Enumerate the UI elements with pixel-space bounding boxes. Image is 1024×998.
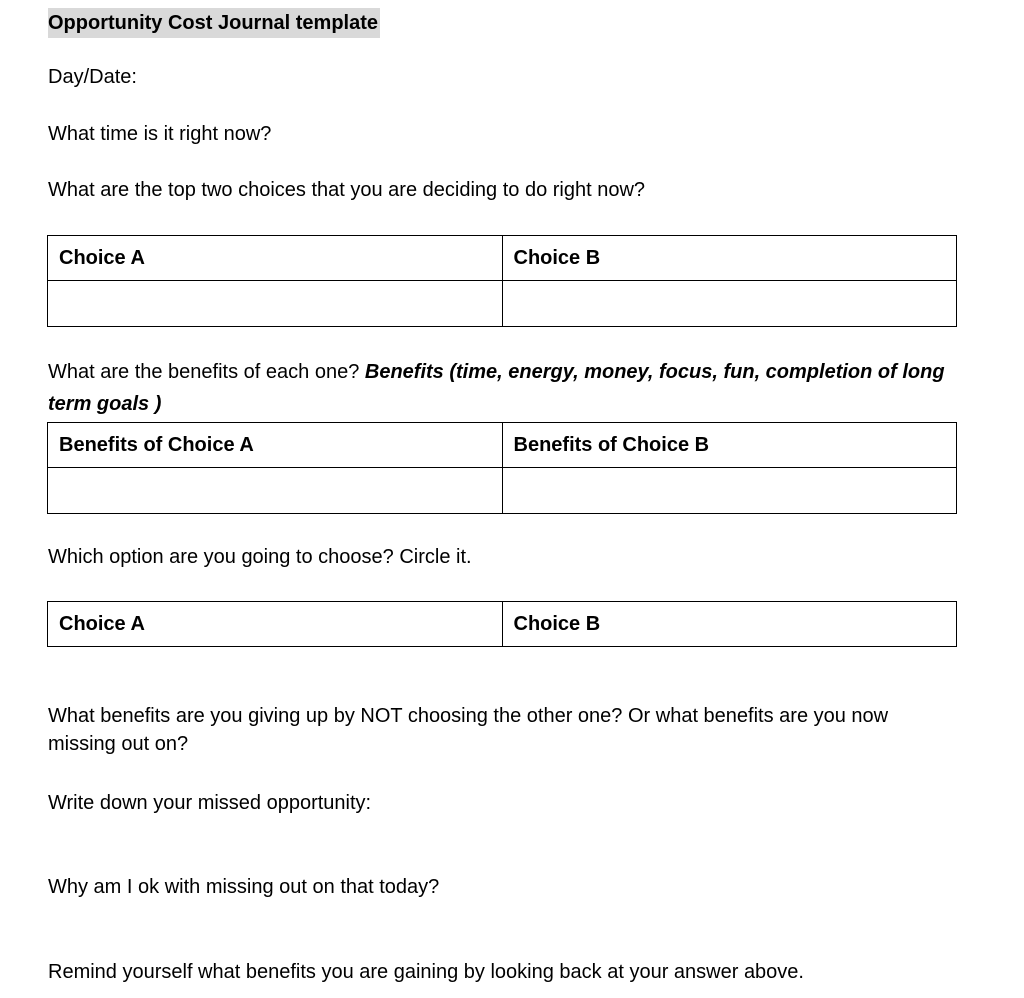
circle-choice-b[interactable]: Choice B <box>502 602 957 647</box>
table-row <box>48 468 957 514</box>
choice-a-header: Choice A <box>48 236 503 281</box>
benefits-question-paragraph <box>48 356 958 420</box>
benefits-hint: Benefits (time, energy, money, focus, fun, completion of long term goals ) <box>48 361 945 415</box>
choice-b-header: Choice B <box>502 236 957 281</box>
remind-text: Remind yourself what benefits you are gaining by looking back at your answer above. <box>48 961 804 983</box>
table-header-row <box>48 423 957 468</box>
circle-choice-a[interactable]: Choice A <box>48 602 503 647</box>
which-option-question: Which option are you going to choose? Circle it. <box>48 546 472 568</box>
benefits-a-cell[interactable] <box>48 468 503 514</box>
choice-a-cell[interactable] <box>48 281 503 327</box>
benefits-question: What are the benefits of each one? <box>48 361 365 383</box>
choices-table <box>47 235 957 327</box>
benefits-a-header: Benefits of Choice A <box>48 423 503 468</box>
giving-up-question: What benefits are you giving up by NOT choosing the other one? Or what benefits are you now missing out on? <box>48 705 889 755</box>
table-header-row <box>48 236 957 281</box>
missed-opportunity-prompt: Write down your missed opportunity: <box>48 792 372 814</box>
table-row <box>48 602 957 647</box>
benefits-b-cell[interactable] <box>502 468 957 514</box>
day-date-label: Day/Date: <box>48 66 137 88</box>
choice-b-cell[interactable] <box>502 281 957 327</box>
top-choices-question: What are the top two choices that you are deciding to do right now? <box>48 179 646 201</box>
time-question: What time is it right now? <box>48 123 272 145</box>
benefits-b-header: Benefits of Choice B <box>502 423 957 468</box>
circle-choice-table <box>47 601 957 647</box>
document-title: Opportunity Cost Journal template <box>48 8 380 38</box>
why-ok-question: Why am I ok with missing out on that today? <box>48 876 440 898</box>
table-row <box>48 281 957 327</box>
benefits-table <box>47 422 957 514</box>
